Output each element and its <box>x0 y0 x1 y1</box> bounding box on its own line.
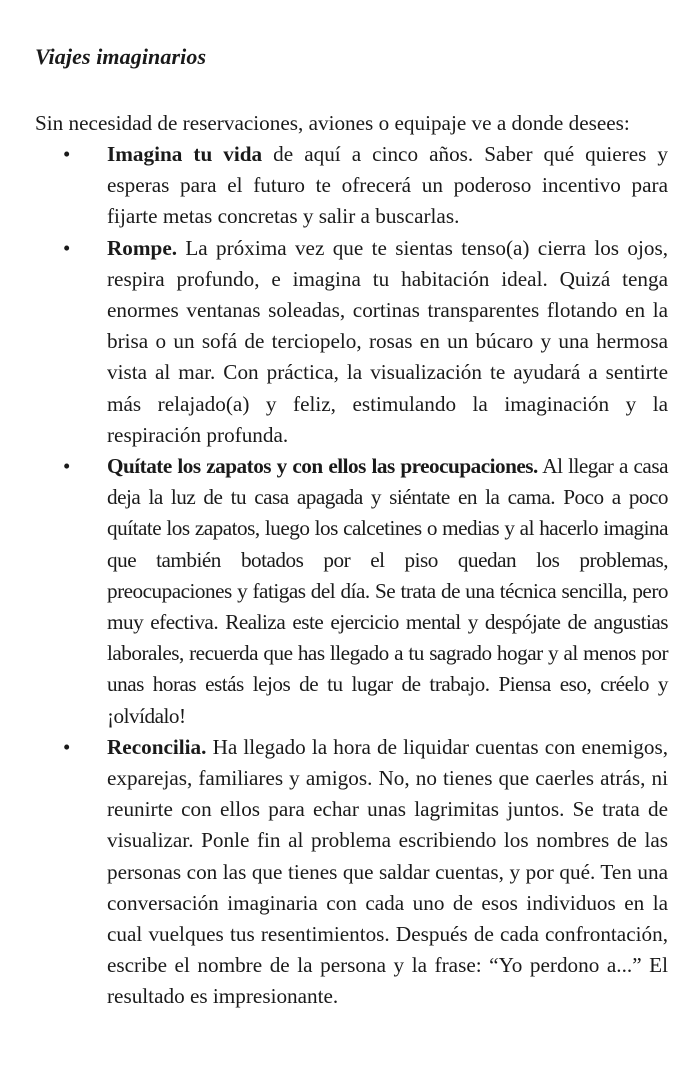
intro-paragraph: Sin necesidad de reservaciones, aviones o equipaje ve a donde desees: <box>35 111 630 135</box>
section-title: Viajes imaginarios <box>35 44 207 69</box>
tip-title: Quítate los zapatos y con ellos las preocupaciones. <box>107 454 538 479</box>
tip-title: Rompe. <box>107 235 178 260</box>
tip-title: Imagina tu vida <box>107 142 263 166</box>
tip-title: Reconcilia. <box>107 734 207 759</box>
tip-text: La próxima vez que te sientas tenso(a) cierra los ojos, respira profundo, e imagina tu habitación ideal. Quizá tenga enormes ventanas soleadas, cortinas transparentes flotando en la brisa o un sofá de terciopelo, rosas en un búcaro y una hermosa vista al mar. Con práctica, la visualización te ayudará a sentirte más relajado(a) y feliz, estimulando la imaginación y la respiración profunda. <box>107 235 668 447</box>
bullet-icon: • <box>63 734 71 759</box>
tip-text: de aquí a cinco años. Saber qué quieres y esperas para el futuro te ofrecerá un poderoso incentivo para fijarte metas concretas y salir a buscarlas. <box>107 142 668 229</box>
tip-quitate-los-zapatos <box>0 451 668 732</box>
tip-text: Al llegar a casa deja la luz de tu casa apagada y siéntate en la cama. Poco a poco quítate los zapatos, luego los calcetines o medias y al hacerlo imagina que también botados por el piso quedan los problemas, preocupaciones y fatigas del día. Se trata de una técnica sencilla, pero muy efectiva. Realiza este ejercicio mental y despójate de angustias laborales, recuerda que has llegado a tu sagrado hogar y al menos por unas horas estás lejos de tu lugar de trabajo. Piensa eso, créelo y ¡olvídalo! <box>107 454 668 728</box>
tip-text: Ha llegado la hora de liquidar cuentas con enemigos, exparejas, familiares y amigos. No, no tienes que caerles atrás, ni reunirte con ellos para echar unas lagrimitas juntos. Se trata de visualizar. Ponle fin al problema escribiendo los nombres de las personas con las que tienes que saldar cuentas, y por qué. Ten una conversación imaginaria con cada uno de esos individuos en la cual vuelques tus resentimientos. Después de cada confrontación, escribe el nombre de la persona y la frase: “Yo perdono a...” El resultado es impresionante. <box>107 734 668 1009</box>
tips-list <box>0 139 700 1013</box>
bullet-icon: • <box>63 235 71 260</box>
tip-rompe <box>0 233 668 451</box>
bullet-icon: • <box>63 142 71 166</box>
bullet-icon: • <box>63 454 70 479</box>
tip-imagina-tu-vida <box>0 139 668 233</box>
tip-reconcilia <box>0 732 668 1013</box>
